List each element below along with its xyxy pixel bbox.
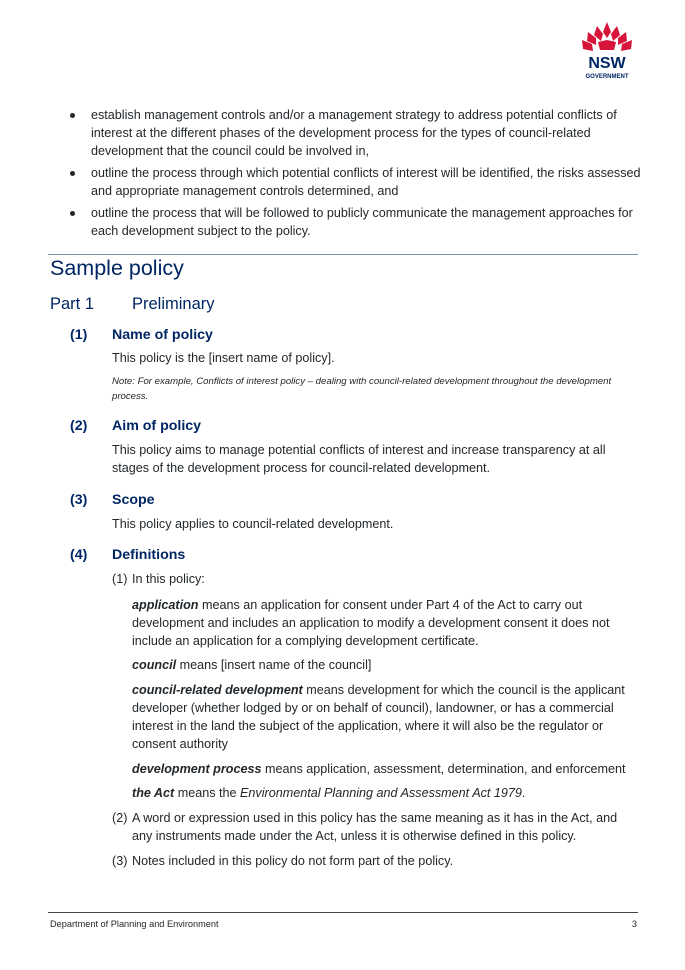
nsw-government-logo (578, 20, 636, 82)
definition-application: application means an application for consent under Part 4 of the Act to carry out development and includes an application to modify a development consent it does not include an application for a complying development certificate. (132, 598, 610, 648)
intro-bullet-list (68, 106, 648, 244)
logo-text: NSW (588, 55, 626, 72)
definition-the-act: the Act means the Environmental Planning and Assessment Act 1979. (132, 786, 526, 800)
definition-council-related-development: council-related development means development for which the council is the applicant developer (whether lodged by or on behalf of council), landowner, or has a commercial interest in the land the subject of the application, where it will also be the regulator or consent authority (132, 683, 625, 751)
footer-divider (48, 912, 638, 913)
bullet-icon (70, 113, 75, 118)
definitions-clause-3: (3) Notes included in this policy do not form part of the policy. (112, 854, 454, 868)
section-heading-aim: (2) Aim of policy (70, 418, 202, 434)
list-item: establish management controls and/or a management strategy to address potential conflicts of interest at the different phases of the development process for the types of council-related development that the council could be involved in, (68, 106, 648, 160)
definition-council: council means [insert name of the council] (132, 658, 372, 672)
waratah-flower-icon (582, 22, 632, 51)
bullet-icon (70, 171, 75, 176)
heading-divider (48, 254, 638, 255)
page-number: 3 (631, 919, 637, 929)
part-title: Preliminary (132, 295, 215, 313)
definition-development-process: development process means application, assessment, determination, and enforcement (132, 762, 626, 776)
aim-of-policy-text: This policy aims to manage potential conflicts of interest and increase transparency at all stages of the development process for council-related development. (112, 443, 606, 475)
section-heading-name: (1) Name of policy (70, 327, 213, 343)
page-heading: Sample policy (50, 256, 184, 280)
definitions-clause-1: (1) In this policy: (112, 572, 205, 586)
list-item: outline the process through which potential conflicts of interest will be identified, the risks assessed and appropriate management controls determined, and (68, 164, 648, 200)
section-heading-scope: (3) Scope (70, 492, 155, 508)
bullet-icon (70, 211, 75, 216)
scope-text: This policy applies to council-related development. (112, 517, 394, 531)
list-item: outline the process that will be followed to publicly communicate the management approaches for each development subject to the policy. (68, 204, 648, 240)
section-heading-definitions: (4) Definitions (70, 547, 186, 563)
part-heading (50, 295, 215, 314)
name-of-policy-text: This policy is the [insert name of policy]. (112, 351, 335, 365)
footer-department: Department of Planning and Environment (50, 919, 219, 929)
logo-subtext: GOVERNMENT (585, 74, 629, 80)
name-of-policy-note: Note: For example, Conflicts of interest policy – dealing with council-related development throughout the development process. (112, 376, 612, 402)
definitions-clause-2: (2) A word or expression used in this policy has the same meaning as it has in the Act, and any instruments made under the Act, unless it is otherwise defined in this policy. (112, 811, 618, 843)
part-number: Part 1 (50, 295, 95, 313)
